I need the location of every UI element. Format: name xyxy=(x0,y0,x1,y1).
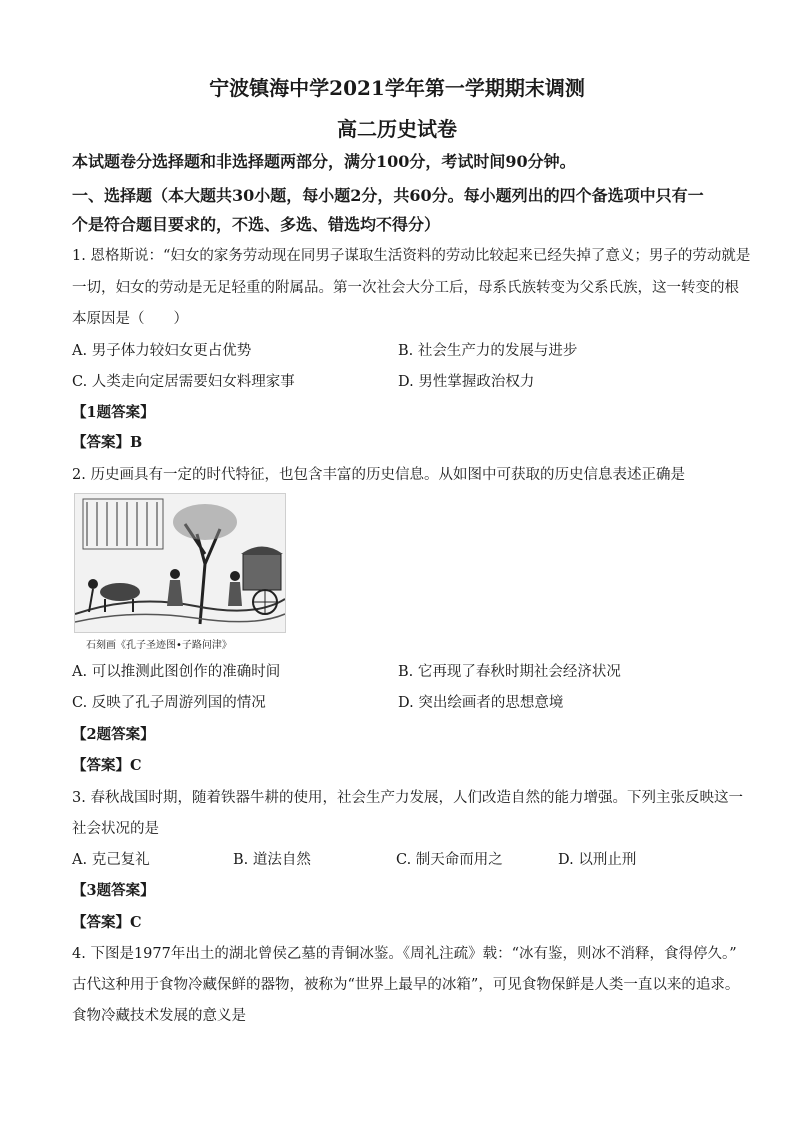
question-2-line-1: 2. 历史画具有一定的时代特征，也包含丰富的历史信息。从如图中可获取的历史信息表述正确是 xyxy=(72,467,685,483)
question-4-line-2: 古代这种用于食物冷藏保鲜的器物，被称为“世界上最早的冰箱”，可见食物保鲜是人类一直以来的追求。 xyxy=(72,977,740,993)
section-heading-line1: 一、选择题（本大题共30小题，每小题2分，共60分。每小题列出的四个备选项中只有一 xyxy=(72,186,704,205)
question-2-tag: 【2题答案】 xyxy=(72,726,155,743)
exam-intro: 本试题卷分选择题和非选择题两部分，满分100分，考试时间90分钟。 xyxy=(72,152,576,171)
exam-subtitle: 高二历史试卷 xyxy=(337,117,457,141)
question-1-option-a: A. 男子体力较妇女更占优势 xyxy=(72,343,252,359)
question-2-option-c: C. 反映了孔子周游列国的情况 xyxy=(72,695,266,711)
illustration-drawing xyxy=(75,494,285,632)
question-1-option-b: B. 社会生产力的发展与进步 xyxy=(398,343,578,359)
question-3-option-c: C. 制天命而用之 xyxy=(396,852,503,868)
question-3-option-b: B. 道法自然 xyxy=(233,852,311,868)
question-1-line-3: 本原因是（ ） xyxy=(72,311,188,327)
question-2-answer: 【答案】C xyxy=(72,757,142,774)
illustration-caption: 石刻画《孔子圣迹图•子路问津》 xyxy=(86,640,232,651)
question-1-option-d: D. 男性掌握政治权力 xyxy=(398,374,535,390)
question-1-option-c: C. 人类走向定居需要妇女料理家事 xyxy=(72,374,295,390)
question-3-line-2: 社会状况的是 xyxy=(72,821,159,837)
question-1-answer: 【答案】B xyxy=(72,434,143,451)
question-3-answer: 【答案】C xyxy=(72,914,142,931)
question-2-option-a: A. 可以推测此图创作的准确时间 xyxy=(72,664,281,680)
stone-carving-illustration xyxy=(74,493,286,633)
question-1-line-2: 一切，妇女的劳动是无足轻重的附属品。第一次社会大分工后，母系氏族转变为父系氏族，这一转变的根 xyxy=(72,280,739,296)
question-2-option-b: B. 它再现了春秋时期社会经济状况 xyxy=(398,664,621,680)
section-heading-line2: 个是符合题目要求的，不选、多选、错选均不得分） xyxy=(72,215,441,234)
question-3-option-d: D. 以刑止刑 xyxy=(558,852,637,868)
question-2-option-d: D. 突出绘画者的思想意境 xyxy=(398,695,564,711)
question-3-line-1: 3. 春秋战国时期，随着铁器牛耕的使用，社会生产力发展，人们改造自然的能力增强。下列主张反映这一 xyxy=(72,790,743,806)
question-3-tag: 【3题答案】 xyxy=(72,882,155,899)
question-1-line-1: 1. 恩格斯说：“妇女的家务劳动现在同男子谋取生活资料的劳动比较起来已经失掉了意义；男子的劳动就是 xyxy=(72,248,751,264)
question-4-line-1: 4. 下图是1977年出土的湖北曾侯乙墓的青铜冰鉴。《周礼注疏》载：“冰有鉴，则冰不消释，食得停久。” xyxy=(72,946,737,962)
question-4-line-3: 食物冷藏技术发展的意义是 xyxy=(72,1008,246,1024)
question-1-tag: 【1题答案】 xyxy=(72,404,155,421)
exam-title: 宁波镇海中学2021学年第一学期期末调测 xyxy=(209,76,585,100)
question-3-option-a: A. 克己复礼 xyxy=(72,852,150,868)
